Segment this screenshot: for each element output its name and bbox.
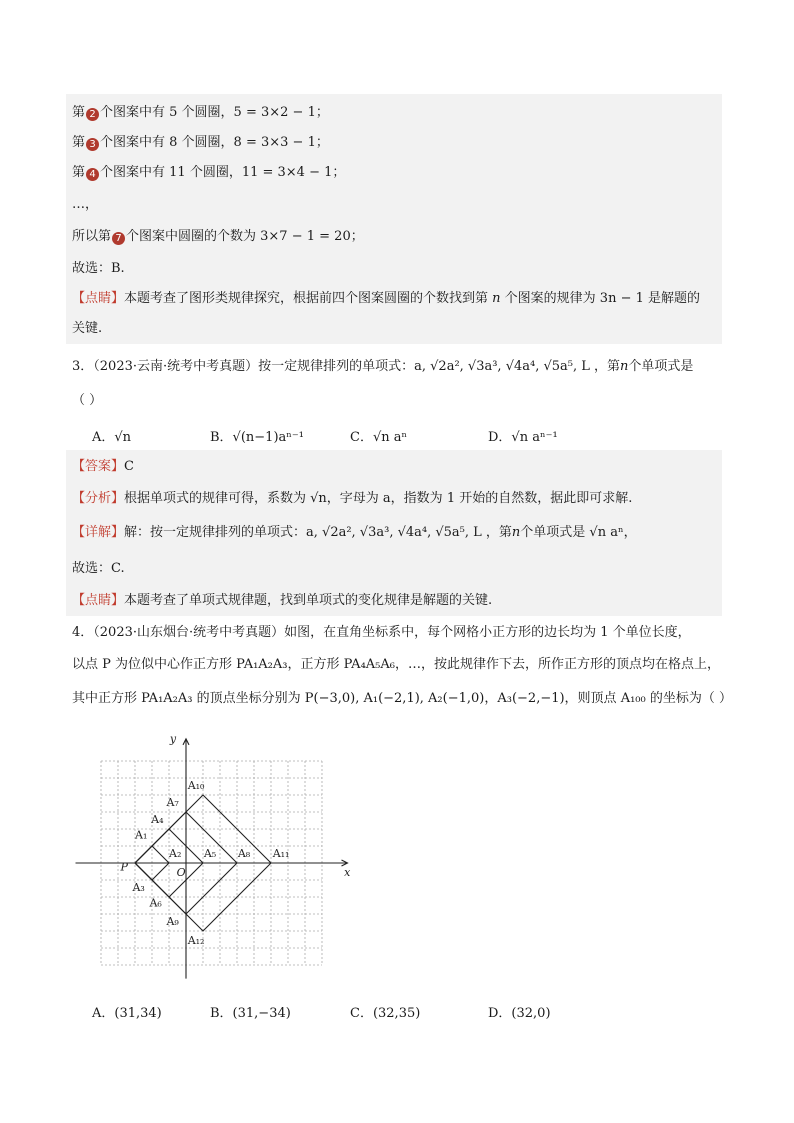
text: 第 — [72, 105, 86, 120]
comment-tag: 【点睛】 — [72, 291, 125, 306]
solution-line-3 — [72, 134, 329, 152]
answer-tag: 【答案】 — [72, 459, 125, 474]
text: 个图案中圆圈的个数为 3×7 − 1 = 20； — [126, 229, 364, 244]
solution-line-2 — [72, 104, 329, 122]
text: 个图案中有 5 个圆圈，5 = 3×2 − 1； — [100, 105, 329, 120]
text: 个单项式是 — [628, 359, 694, 374]
text: 本题考查了单项式规律题，找到单项式的变化规律是解题的关键. — [124, 593, 493, 608]
label-a5: A₅ — [203, 847, 217, 861]
circled-number: 4 — [86, 168, 99, 181]
text: 3．（2023·云南·统考中考真题）按一定规律排列的单项式：a, √2a², √3a³, √4a⁴, √5a⁵, L ，第 — [72, 359, 621, 374]
q4-stem-2: 以点 P 为位似中心作正方形 PA₁A₂A₃，正方形 PA₄A₅A₆，…，按此规律作下去，所作正方形的顶点均在格点上， — [72, 657, 720, 672]
ellipsis-line: …， — [72, 197, 99, 212]
choice-line: 故选：B. — [72, 261, 125, 276]
comment-line-2: 关键. — [72, 321, 103, 336]
detail-line — [72, 524, 637, 542]
analysis-tag: 【分析】 — [72, 491, 125, 506]
q4-option-a: A．(31,34) — [92, 1006, 162, 1021]
label-a7: A₇ — [166, 796, 179, 810]
q4-option-c: C．(32,35) — [350, 1006, 421, 1021]
label-a6: A₆ — [149, 896, 162, 910]
label-a2: A₂ — [169, 847, 182, 861]
label-a3: A₃ — [132, 881, 145, 895]
q4-option-d: D．(32,0) — [488, 1006, 551, 1021]
figure-labels — [120, 735, 352, 947]
label-a8: A₈ — [237, 847, 251, 861]
label-a9: A₉ — [166, 915, 179, 929]
q3-option-b: B．√(n−1)aⁿ⁻¹ — [210, 430, 304, 445]
label-p: P — [120, 860, 128, 874]
text: 本题考查了图形类规律探究，根据前四个图案圆圈的个数找到第 — [124, 291, 493, 306]
q4-stem-3: 其中正方形 PA₁A₂A₃ 的顶点坐标分别为 P(−3,0), A₁(−2,1), A₂(−1,0)，A₃(−2,−1)，则顶点 A₁₀₀ 的坐标为（ ） — [72, 691, 732, 706]
label-y: y — [169, 735, 177, 746]
text: 个单项式是 √n aⁿ， — [520, 525, 637, 540]
q3-option-a: A．√n — [92, 430, 132, 445]
circled-number: 2 — [86, 108, 99, 121]
coordinate-figure — [72, 735, 362, 980]
q3-option-d: D．√n aⁿ⁻¹ — [488, 430, 558, 445]
solution-line-4 — [72, 164, 345, 182]
circled-number: 7 — [112, 232, 125, 245]
analysis-line — [72, 490, 632, 508]
q3-option-c: C．√n aⁿ — [350, 430, 408, 445]
comment-line — [72, 290, 700, 308]
text: n — [492, 291, 501, 306]
label-a11: A₁₁ — [272, 847, 290, 861]
label-a10: A₁₀ — [187, 779, 205, 793]
q4-option-b: B．(31,−34) — [210, 1006, 291, 1021]
comment-tag: 【点睛】 — [72, 593, 125, 608]
detail-tag: 【详解】 — [72, 525, 125, 540]
label-a4: A₄ — [151, 813, 164, 827]
text: 第 — [72, 135, 86, 150]
text: 根据单项式的规律可得，系数为 √n，字母为 a，指数为 1 开始的自然数，据此即可求解. — [124, 491, 633, 506]
answer-line — [72, 458, 134, 476]
text: 个图案的规律为 3n − 1 是解题的 — [500, 291, 701, 306]
label-x: x — [344, 865, 351, 879]
answer-value: C — [124, 459, 134, 474]
text: 解：按一定规律排列的单项式：a, √2a², √3a³, √4a⁴, √5a⁵, L ，第 — [124, 525, 512, 540]
comment-line — [72, 592, 492, 610]
label-o: O — [176, 865, 186, 879]
text: n — [620, 359, 629, 374]
q3-stem — [72, 358, 693, 376]
text: 个图案中有 11 个圆圈，11 = 3×4 − 1； — [100, 165, 346, 180]
text: 所以第 — [72, 229, 112, 244]
text: 第 — [72, 165, 86, 180]
label-a12: A₁₂ — [187, 933, 205, 947]
choice-line: 故选：C. — [72, 561, 125, 576]
text: 个图案中有 8 个圆圈，8 = 3×3 − 1； — [100, 135, 329, 150]
label-a1: A₁ — [135, 828, 148, 842]
text: n — [511, 525, 521, 540]
q3-paren: （ ） — [72, 393, 103, 408]
q4-stem-1: 4．（2023·山东烟台·统考中考真题）如图，在直角坐标系中，每个网格小正方形的边长均为 1 个单位长度， — [72, 625, 691, 640]
circled-number: 3 — [86, 138, 99, 151]
solution-line-7 — [72, 228, 364, 246]
